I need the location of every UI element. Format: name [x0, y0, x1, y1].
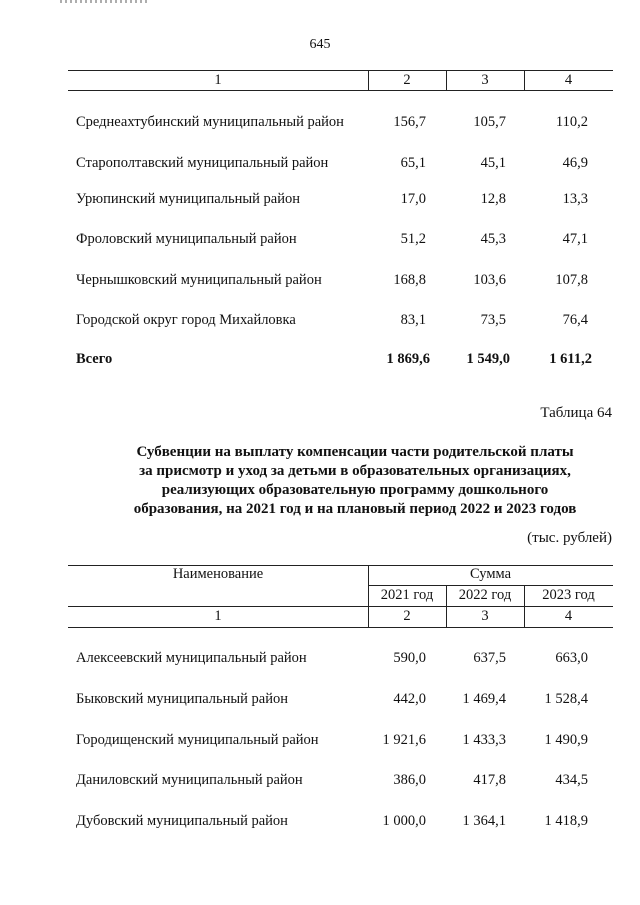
- value-2021: 442,0: [393, 691, 426, 707]
- value-2023: 110,2: [555, 114, 588, 130]
- value-2022: 105,7: [473, 114, 506, 130]
- row-name: Быковский муниципальный район: [76, 691, 288, 707]
- table-64-colnum: 2: [403, 608, 411, 624]
- value-2021: 1 000,0: [382, 813, 426, 829]
- value-2023: 1 528,4: [544, 691, 588, 707]
- row-name: Среднеахтубинский муниципальный район: [76, 114, 344, 130]
- value-2023: 107,8: [555, 272, 588, 288]
- value-2023: 434,5: [555, 772, 588, 788]
- value-2022: 12,8: [480, 191, 506, 207]
- table-1-colnum: 2: [403, 72, 411, 88]
- table-label: Таблица 64: [540, 405, 612, 421]
- table-1-colnum: 4: [564, 72, 573, 88]
- header-year: 2022 год: [458, 587, 512, 603]
- total-2023: 1 611,2: [549, 351, 592, 367]
- table-64-colnum-border: [68, 627, 613, 628]
- header-name: Наименование: [172, 566, 264, 582]
- value-2023: 1 490,9: [544, 732, 588, 748]
- table-1-colnum: 1: [214, 72, 222, 88]
- table-64-colnum: 3: [481, 608, 489, 624]
- row-name: Фроловский муниципальный район: [76, 231, 297, 247]
- value-2021: 590,0: [393, 650, 426, 666]
- table-title-line: за присмотр и уход за детьми в образовательных организациях,: [139, 463, 571, 479]
- scan-artifact: [60, 0, 150, 3]
- table-1-header-border: [68, 90, 613, 91]
- row-name: Дубовский муниципальный район: [76, 813, 288, 829]
- header-sum: Сумма: [469, 566, 512, 582]
- table-64-colnum: 4: [564, 608, 573, 624]
- value-2021: 386,0: [393, 772, 426, 788]
- table-64-colnum: 1: [214, 608, 222, 624]
- value-2023: 47,1: [562, 231, 588, 247]
- total-2022: 1 549,0: [466, 351, 510, 367]
- value-2023: 13,3: [562, 191, 588, 207]
- value-2022: 45,1: [480, 155, 506, 171]
- table-title-line: реализующих образовательную программу дошкольного: [161, 482, 549, 498]
- value-2021: 51,2: [400, 231, 426, 247]
- value-2022: 73,5: [480, 312, 506, 328]
- value-2022: 45,3: [480, 231, 506, 247]
- value-2021: 17,0: [400, 191, 426, 207]
- table-title-line: Субвенции на выплату компенсации части родительской платы: [136, 444, 574, 460]
- row-name: Урюпинский муниципальный район: [76, 191, 300, 207]
- row-name: Городской округ город Михайловка: [76, 312, 296, 328]
- value-2021: 1 921,6: [382, 732, 426, 748]
- value-2023: 46,9: [562, 155, 588, 171]
- value-2022: 637,5: [473, 650, 506, 666]
- row-name: Даниловский муниципальный район: [76, 772, 303, 788]
- total-label: Всего: [76, 351, 113, 367]
- value-2021: 168,8: [393, 272, 426, 288]
- table-1-colnum: 3: [481, 72, 489, 88]
- value-2023: 663,0: [555, 650, 588, 666]
- value-2021: 83,1: [400, 312, 426, 328]
- table-1-top-border: [68, 70, 613, 71]
- value-2021: 65,1: [400, 155, 426, 171]
- value-2022: 1 469,4: [462, 691, 506, 707]
- table-title-line: образования, на 2021 год и на плановый период 2022 и 2023 годов: [133, 501, 577, 517]
- value-2023: 76,4: [562, 312, 588, 328]
- value-2022: 103,6: [473, 272, 506, 288]
- value-2023: 1 418,9: [544, 813, 588, 829]
- total-2021: 1 869,6: [386, 351, 430, 367]
- value-2022: 1 364,1: [462, 813, 506, 829]
- page-number: 645: [309, 37, 331, 52]
- row-name: Алексеевский муниципальный район: [76, 650, 307, 666]
- header-year: 2021 год: [380, 587, 434, 603]
- table-64-header-border: [68, 606, 613, 607]
- unit-label: (тыс. рублей): [527, 530, 612, 546]
- row-name: Старополтавский муниципальный район: [76, 155, 329, 171]
- value-2022: 417,8: [473, 772, 506, 788]
- header-year: 2023 год: [542, 587, 595, 603]
- row-name: Городищенский муниципальный район: [76, 732, 319, 748]
- table-title: [110, 443, 600, 519]
- table-64-sum-divider: [368, 585, 613, 586]
- value-2021: 156,7: [393, 114, 426, 130]
- row-name: Чернышковский муниципальный район: [76, 272, 322, 288]
- value-2022: 1 433,3: [462, 732, 506, 748]
